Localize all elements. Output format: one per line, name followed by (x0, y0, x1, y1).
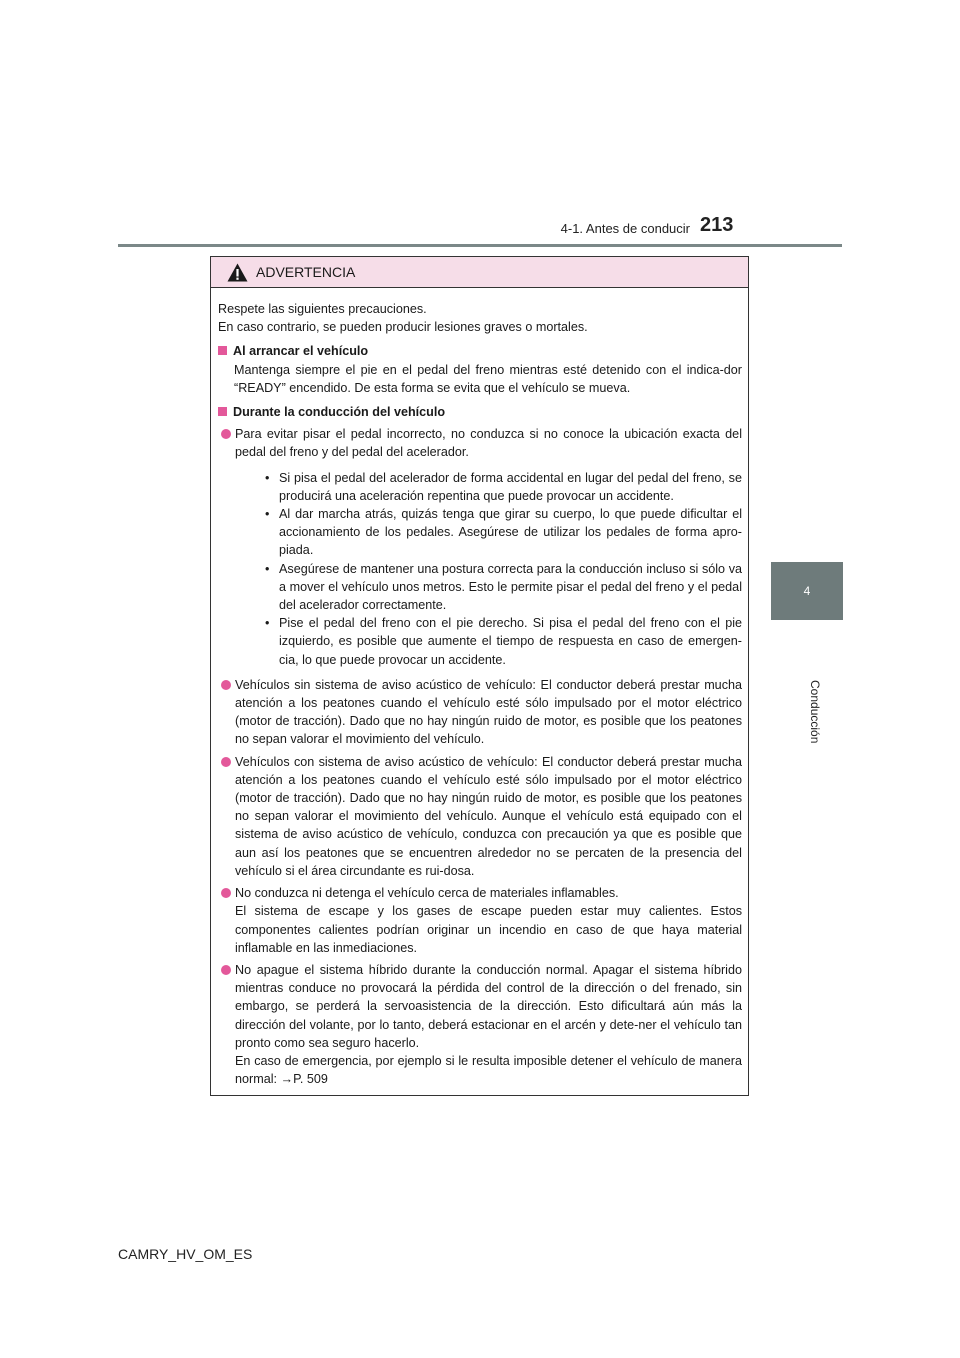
sub-list (265, 469, 742, 669)
square-bullet-icon (218, 407, 227, 416)
circle-bullet-icon (221, 429, 231, 439)
chapter-label: Conducción (808, 680, 822, 744)
chapter-number: 4 (803, 584, 811, 598)
section-text: Mantenga siempre el pie en el pedal del freno mientras esté detenido con el indica-dor “READY” encendido. De esta forma se evita que el vehículo se mueva. (234, 362, 742, 395)
list-item: Vehículos sin sistema de aviso acústico de vehículo: El conductor deberá prestar mucha atención a los peatones cuando el vehículo esté sólo impulsado por el motor eléctrico (motor de tracción). Dado que no hay ningún ruido de motor, es posible que los peatones no sepan valorar el movimiento del vehículo. (221, 676, 742, 749)
page-number: 213 (700, 214, 734, 236)
warning-header (211, 257, 748, 288)
sub-list-item: • Al dar marcha atrás, quizás tenga que girar su cuerpo, lo que puede dificultar el accionamiento de los pedales. Asegúrese de utilizar los pedales de forma apro-piada. (265, 507, 742, 558)
sub-list-item: • Pise el pedal del freno con el pie derecho. Si pisa el pedal del freno con el pie izquierdo, es posible que aumente el tiempo de respuesta en caso de emergen-cia, lo que puede provocar un accidente. (265, 616, 742, 667)
section-starting (218, 342, 742, 397)
warning-title: ADVERTENCIA (256, 264, 356, 280)
warning-box (210, 256, 749, 1096)
page-reference: En caso de emergencia, por ejemplo si le resulta imposible detener el vehículo de manera normal: →P. 509 (235, 1053, 742, 1087)
section-heading: Durante la conducción del vehículo (218, 403, 742, 421)
sub-list-item: • Asegúrese de mantener una postura correcta para la conducción incluso si sólo va a mover el vehículo unos metros. Esto le permite pisar el pedal del freno y el pedal del acelerador correctamente. (265, 561, 742, 613)
circle-bullet-icon (221, 680, 231, 690)
list-item: Para evitar pisar el pedal incorrecto, no conduzca si no conoce la ubicación exacta del pedal del freno y del pedal del acelerador. • Si pisa el pedal del acelerador de forma accidental en lugar del pedal del freno, se producirá una aceleración repentina que puede provocar un accidente. • Al dar marcha atrás, quizás tenga que girar su cuerpo, lo que puede dificultar el accionamiento de los pedales. Asegúrese de utilizar los pedales de forma apro-piada. • Asegúrese de mantener una postura correcta para la conducción incluso si sólo va a mover el vehículo unos metros. Esto le permite pisar el pedal del freno y el pedal del acelerador correctamente. • Pise el pedal del freno con el pie derecho. Si pisa el pedal del freno con el pie izquierdo, es posible que aumente el tiempo de respuesta en caso de emergen-cia, lo que puede provocar un accidente. (221, 425, 742, 672)
warning-intro (218, 300, 742, 336)
section-title: 4-1. Antes de conducir (560, 221, 690, 236)
circle-bullet-icon (221, 965, 231, 975)
sub-list-item: • Si pisa el pedal del acelerador de forma accidental en lugar del pedal del freno, se producirá una aceleración repentina que puede provocar un accidente. (265, 470, 742, 503)
list-item: No conduzca ni detenga el vehículo cerca de materiales inflamables. El sistema de escape y los gases de escape pueden estar muy calientes. Estos componentes calientes podrían originar un incendio en caso de que haya material inflamable en las inmediaciones. (221, 884, 742, 957)
circle-bullet-icon (221, 757, 231, 767)
section-driving (218, 403, 742, 1088)
chapter-tab (771, 562, 843, 620)
square-bullet-icon (218, 346, 227, 355)
section-heading: Al arrancar el vehículo (218, 342, 742, 360)
circle-bullet-icon (221, 888, 231, 898)
header-divider (118, 244, 842, 247)
list-item: No apague el sistema híbrido durante la conducción normal. Apagar el sistema híbrido mientras conduce no provocará la pérdida del control de la dirección o del frenado, sin embargo, se perderá la servoasistencia de la dirección. Esto dificultará aún más la dirección del volante, por lo tanto, deberá estacionar en el arcén y dete-ner el vehículo tan pronto como sea seguro hacerlo. En caso de emergencia, por ejemplo si le resulta imposible detener el vehículo de manera normal: →P. 509 (221, 961, 742, 1088)
document-code: CAMRY_HV_OM_ES (118, 1246, 253, 1262)
warning-body (211, 288, 748, 1088)
warning-triangle-icon (227, 263, 248, 282)
intro-line: En caso contrario, se pueden producir lesiones graves o mortales. (218, 320, 588, 335)
list-item: Vehículos con sistema de aviso acústico de vehículo: El conductor deberá prestar mucha atención a los peatones cuando el vehículo esté sólo impulsado por el motor eléctrico (motor de tracción). Dado que no hay ningún ruido de motor, es posible que los peatones no sepan valorar el movimiento del vehículo. Aunque el vehículo está equipado con el sistema de aviso acústico de vehículo, conduzca con precaución ya que es posible que aun así los peatones que se encuentren alrededor no se percaten de la presencia del vehículo si el área circundante es rui-dosa. (221, 753, 742, 880)
intro-line: Respete las siguientes precauciones. (218, 302, 427, 316)
